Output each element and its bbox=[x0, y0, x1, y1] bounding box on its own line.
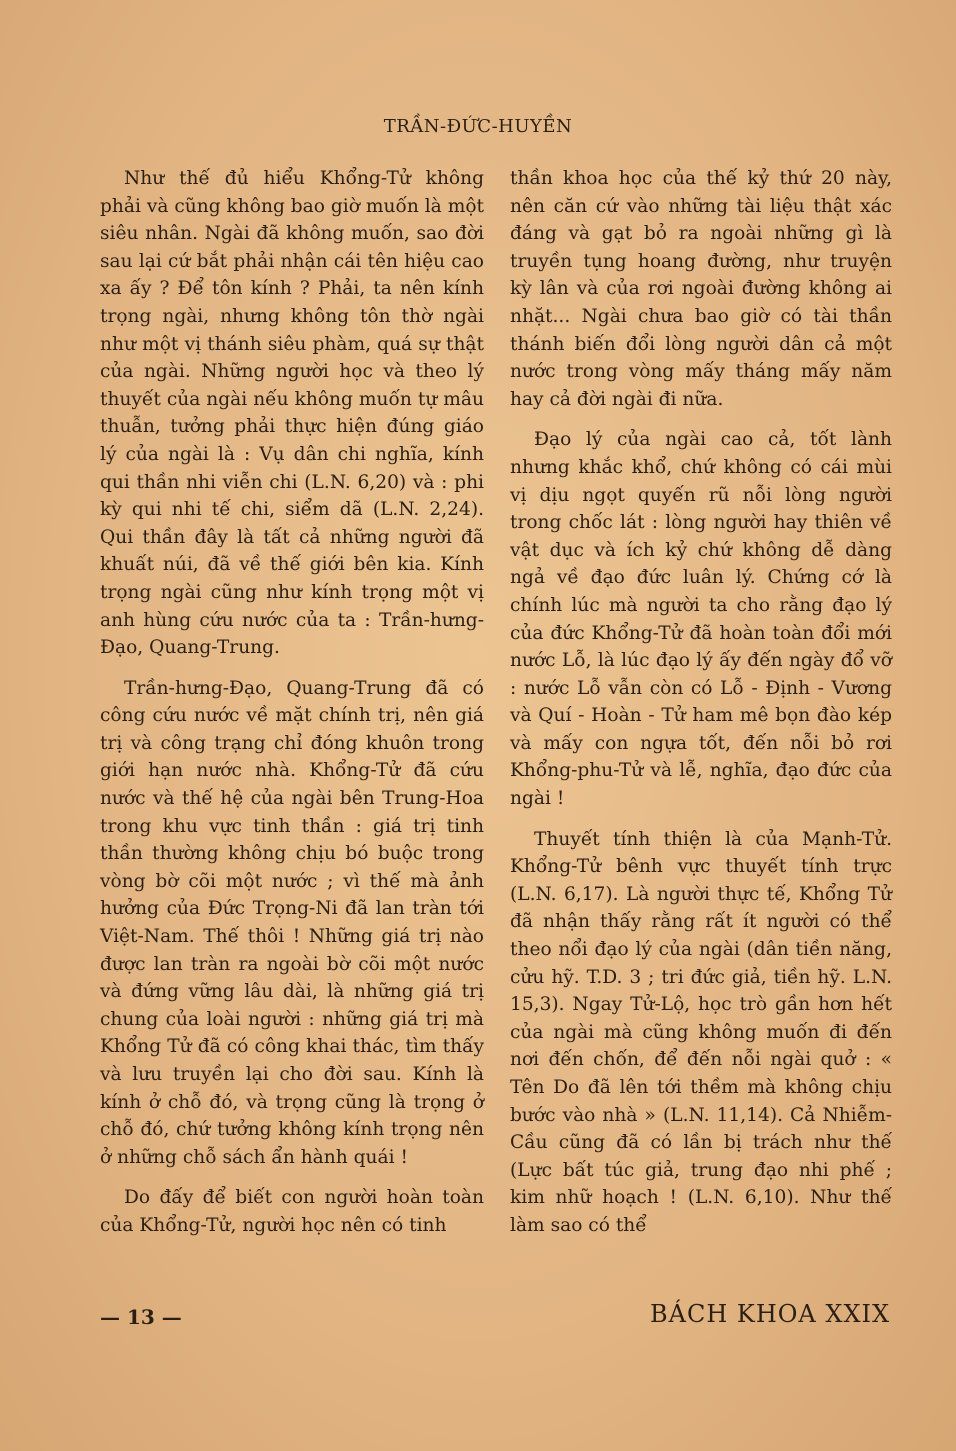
paragraph: thần khoa học của thế kỷ thứ 20 này, nên căn cứ vào những tài liệu thật xác đáng và gạt bỏ ra ngoài những gì là truyền tụng hoang đường, như truyện kỳ lân và của rơi ngoài đường không ai nhặt... Ngài chưa bao giờ có tài thần thánh biến đổi lòng người dân cả một nước trong vòng mấy tháng mấy năm hay cả đời ngài đi nữa. bbox=[510, 168, 892, 410]
paragraph: Thuyết tính thiện là của Mạnh-Tử. Khổng-Tử bênh vực thuyết tính trực (L.N. 6,17). Là người thực tế, Khổng Tử đã nhận thấy rằng rất ít người có thể theo nổi đạo lý của ngài (dân tiền năng, cửu hỹ. T.D. 3 ; tri đức giả, tiền hỹ. L.N. 15,3). Ngay Tử-Lộ, học trò gần hơn hết của ngài mà cũng không muốn đi đến nơi đến chốn, để đến nỗi ngài quở : « Tên Do đã lên tới thềm mà không chịu bước vào nhà » (L.N. 11,14). Cả Nhiễm-Cầu cũng đã có lần bị trách như thế (Lực bất túc giả, trung đạo nhi phế ; kim nhữ hoạch ! (L.N. 6,10). Như thế làm sao có thể bbox=[510, 828, 892, 1236]
paragraph: Đạo lý của ngài cao cả, tốt lành nhưng khắc khổ, chứ không có cái mùi vị dịu ngọt quyến rũ nỗi lòng người trong chốc lát : lòng người hay thiên về vật dục và ích kỷ chứ không dễ dàng ngả về đạo đức luân lý. Chứng cớ là chính lúc mà người ta cho rằng đạo lý của đức Khổng-Tử đã hoàn toàn đổi mới nước Lỗ, là lúc đạo lý ấy đến ngày đổ vỡ : nước Lỗ vẫn còn có Lỗ - Định - Vương và Quí - Hoàn - Tử ham mê bọn đào kép và mấy con ngựa tốt, đến nỗi bỏ rơi Khổng-phu-Tử và lễ, nghĩa, đạo đức của ngài ! bbox=[510, 429, 892, 810]
paragraph: Do đấy để biết con người hoàn toàn của Khổng-Tử, người học nên có tinh bbox=[100, 1187, 484, 1236]
running-header: TRẦN-ĐỨC-HUYỀN bbox=[383, 116, 573, 137]
magazine-title: BÁCH KHOA XXIX bbox=[650, 1300, 891, 1328]
paragraph: Trần-hưng-Đạo, Quang-Trung đã có công cứu nước về mặt chính trị, nên giá trị và công trạng chỉ đóng khuôn trong giới hạn nước nhà. Khổng-Tử đã cứu nước và thế hệ của ngài bên Trung-Hoa trong khu vực tinh thần : giá trị tinh thần thường không chịu bó buộc trong vòng bờ cõi một nước ; vì thế mà ảnh hưởng của Đức Trọng-Ni đã lan tràn tới Việt-Nam. Thế thôi ! Những giá trị nào được lan tràn ra ngoài bờ cõi một nước và đứng vững lâu dài, là những giá trị chung của loài người : những giá trị mà Khổng Tử đã có công khai thác, tìm thấy và lưu truyền lại cho đời sau. Kính là kính ở chỗ đó, và trọng cũng là trọng ở chỗ đó, chứ tưởng không kính trọng nên ở những chỗ sách ẩn hành quái ! bbox=[100, 677, 484, 1168]
left-column bbox=[100, 165, 484, 1240]
paragraph: Như thế đủ hiểu Khổng-Tử không phải và cũng không bao giờ muốn là một siêu nhân. Ngài đã không muốn, sao đời sau lại cứ bắt phải nhận cái tên hiệu cao xa ấy ? Để tôn kính ? Phải, ta nên kính trọng ngài, nhưng không tôn thờ ngài như một vị thánh siêu phàm, quá sự thật của ngài. Những người học và theo lý thuyết của ngài nếu không muốn tự mâu thuẫn, tưởng phải thực hiện đúng giáo lý của ngài là : Vụ dân chi nghĩa, kính qui thần nhi viễn chi (L.N. 6,20) và : phi kỳ qui nhi tế chi, siểm dã (L.N. 2,24). Qui thần đây là tất cả những người đã khuất núi, đã về thế giới bên kia. Kính trọng ngài cũng như kính trọng một vị anh hùng cứu nước của ta : Trần-hưng-Đạo, Quang-Trung. bbox=[100, 168, 484, 659]
right-column bbox=[510, 165, 892, 1240]
page-number: — 13 — bbox=[100, 1305, 182, 1329]
